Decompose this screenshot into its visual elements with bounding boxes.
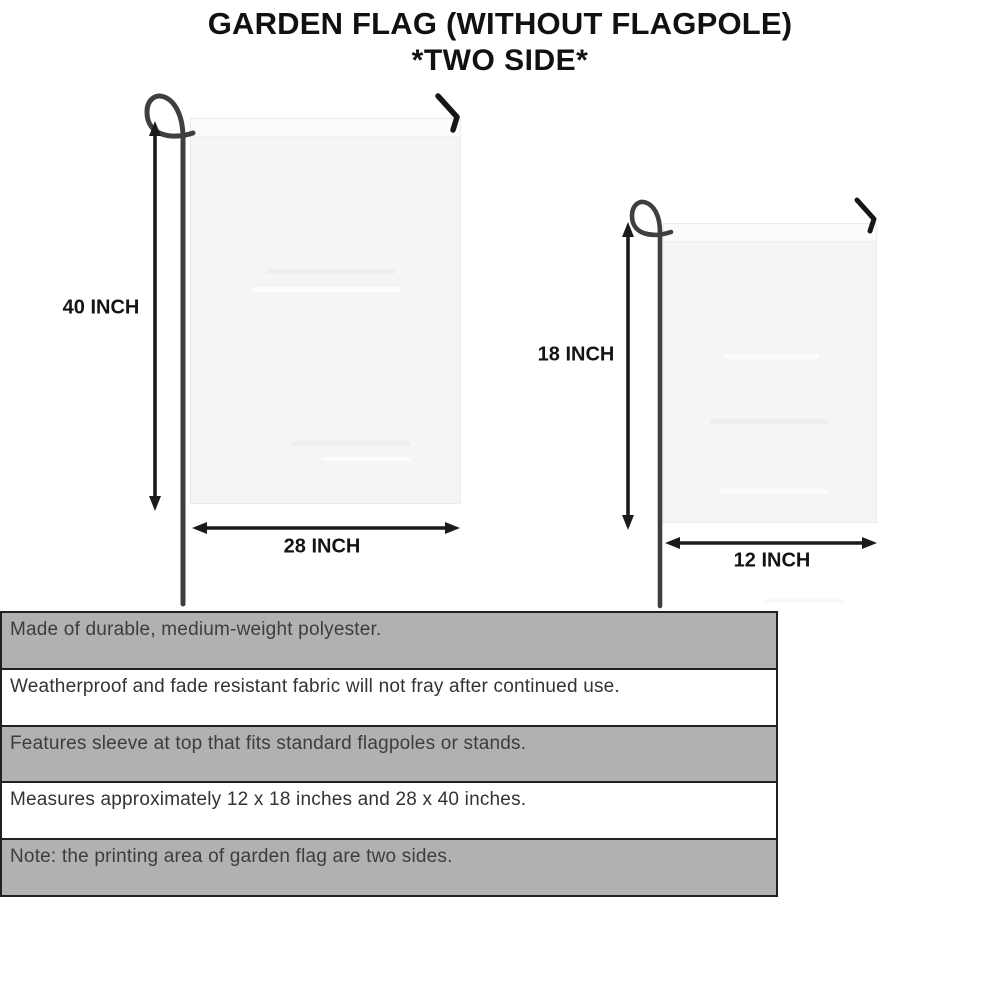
page-title: GARDEN FLAG (WITHOUT FLAGPOLE)	[207, 6, 793, 41]
flag-panel-small	[663, 223, 877, 523]
flag-sleeve-small	[664, 224, 876, 242]
fabric-streak	[709, 419, 829, 424]
fabric-streak	[724, 354, 819, 359]
height-label-large: 40 INCH	[62, 296, 140, 319]
feature-text: Weatherproof and fade resistant fabric will not fray after continued use.	[10, 675, 620, 697]
feature-text: Measures approximately 12 x 18 inches and 28 x 40 inches.	[10, 789, 527, 811]
feature-row-sleeve	[2, 727, 776, 784]
feature-row-measures	[2, 783, 776, 840]
height-label-small: 18 INCH	[537, 343, 615, 366]
fabric-streak	[764, 599, 844, 603]
feature-text: Features sleeve at top that fits standard flagpoles or stands.	[10, 732, 527, 754]
width-label-large: 28 INCH	[283, 535, 361, 558]
feature-text: Made of durable, medium-weight polyester.	[10, 619, 382, 640]
feature-row-note	[2, 840, 776, 895]
feature-row-polyester	[2, 613, 776, 670]
width-label-small: 12 INCH	[733, 549, 811, 572]
page-subtitle: *TWO SIDE*	[411, 43, 589, 77]
hook-icon-small	[852, 196, 882, 236]
height-dimension-arrow-small	[619, 221, 637, 531]
feature-text: Note: the printing area of garden flag are two sides.	[10, 846, 453, 868]
fabric-streak	[719, 489, 829, 494]
feature-row-weatherproof	[2, 670, 776, 727]
features-table	[0, 611, 778, 897]
